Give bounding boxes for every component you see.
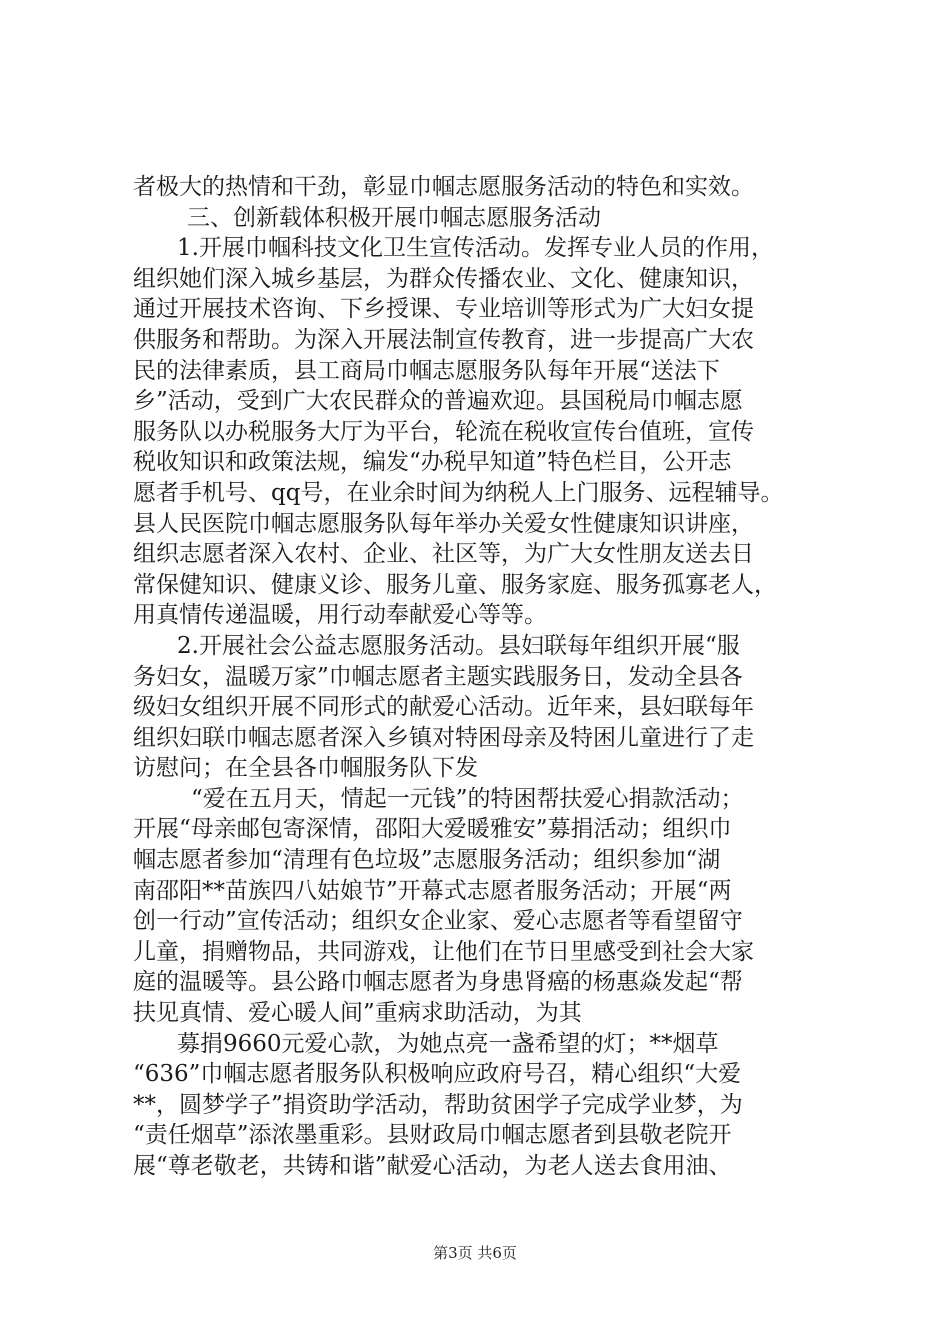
text-line: 帼志愿者参加“清理有色垃圾”志愿服务活动；组织参加“湖 [133, 847, 721, 874]
text-line: 服务队以办税服务大厅为平台，轮流在税收宣传台值班，宣传 [133, 418, 754, 445]
text-line: 展“尊老敬老，共铸和谐”献爱心活动，为老人送去食用油、 [133, 1153, 732, 1179]
text-line: 组织妇联巾帼志愿者深入乡镇对特困母亲及特困儿童进行了走 [133, 724, 754, 751]
text-line: 税收知识和政策法规，编发“办税早知道”特色栏目，公开志 [133, 449, 732, 476]
text-line: “636”巾帼志愿者服务队积极响应政府号召，精心组织“大爱 [133, 1061, 742, 1088]
text-line: 扶见真情、爱心暖人间”重病求助活动，为其 [133, 1000, 582, 1027]
text-line: 民的法律素质，县工商局巾帼志愿服务队每年开展“送法下 [133, 357, 720, 384]
text-line: 创一行动”宣传活动；组织女企业家、爱心志愿者等看望留守 [133, 908, 743, 935]
text-line: 组织她们深入城乡基层，为群众传播农业、文化、健康知识， [133, 265, 754, 292]
text-line: “爱在五月天，情起一元钱”的特困帮扶爱心捐款活动； [191, 785, 744, 812]
text-line: 县人民医院巾帼志愿服务队每年举办关爱女性健康知识讲座， [133, 510, 754, 537]
text-line: 常保健知识、健康义诊、服务儿童、服务家庭、服务孤寡老人， [133, 571, 777, 598]
text-line: 开展“母亲邮包寄深情，邵阳大爱暖雅安”募捐活动；组织巾 [133, 816, 732, 843]
section-heading: 三、创新载体积极开展巾帼志愿服务活动 [187, 204, 601, 231]
text-line: 南邵阳**苗族四八姑娘节”开幕式志愿者服务活动；开展“两 [133, 877, 732, 904]
text-line: 用真情传递温暖，用行动奉献爱心等等。 [133, 602, 547, 629]
text-line: 乡”活动，受到广大农民群众的普遍欢迎。县国税局巾帼志愿 [133, 388, 743, 415]
text-line: 访慰问；在全县各巾帼服务队下发 [133, 755, 478, 782]
document-body [133, 172, 823, 1182]
text-line: “责任烟草”添浓墨重彩。县财政局巾帼志愿者到县敬老院开 [133, 1122, 732, 1149]
text-line: 儿童，捐赠物品，共同游戏，让他们在节日里感受到社会大家 [133, 938, 754, 965]
page-number-footer: 第3页 共6页 [433, 1244, 517, 1262]
text-line: 庭的温暖等。县公路巾帼志愿者为身患肾癌的杨惠焱发起“帮 [133, 969, 743, 996]
text-line: 务妇女，温暖万家”巾帼志愿者主题实践服务日，发动全县各 [133, 663, 743, 690]
text-line: **，圆梦学子”捐资助学活动，帮助贫困学子完成学业梦，为 [133, 1091, 743, 1118]
text-line: 级妇女组织开展不同形式的献爱心活动。近年来，县妇联每年 [133, 694, 754, 721]
text-line: 愿者手机号、qq号，在业余时间为纳税人上门服务、远程辅导。 [133, 479, 784, 506]
text-line: 通过开展技术咨询、下乡授课、专业培训等形式为广大妇女提 [133, 296, 754, 323]
text-line: 组织志愿者深入农村、企业、社区等，为广大女性朋友送去日 [133, 541, 754, 568]
text-line: 者极大的热情和干劲，彰显巾帼志愿服务活动的特色和实效。 [133, 174, 754, 200]
text-line: 供服务和帮助。为深入开展法制宣传教育，进一步提高广大农 [133, 326, 754, 353]
text-line: 1.开展巾帼科技文化卫生宣传活动。发挥专业人员的作用， [177, 235, 774, 262]
text-line: 募捐9660元爱心款，为她点亮一盏希望的灯；**烟草 [177, 1030, 719, 1057]
text-line: 2.开展社会公益志愿服务活动。县妇联每年组织开展“服 [177, 632, 740, 659]
